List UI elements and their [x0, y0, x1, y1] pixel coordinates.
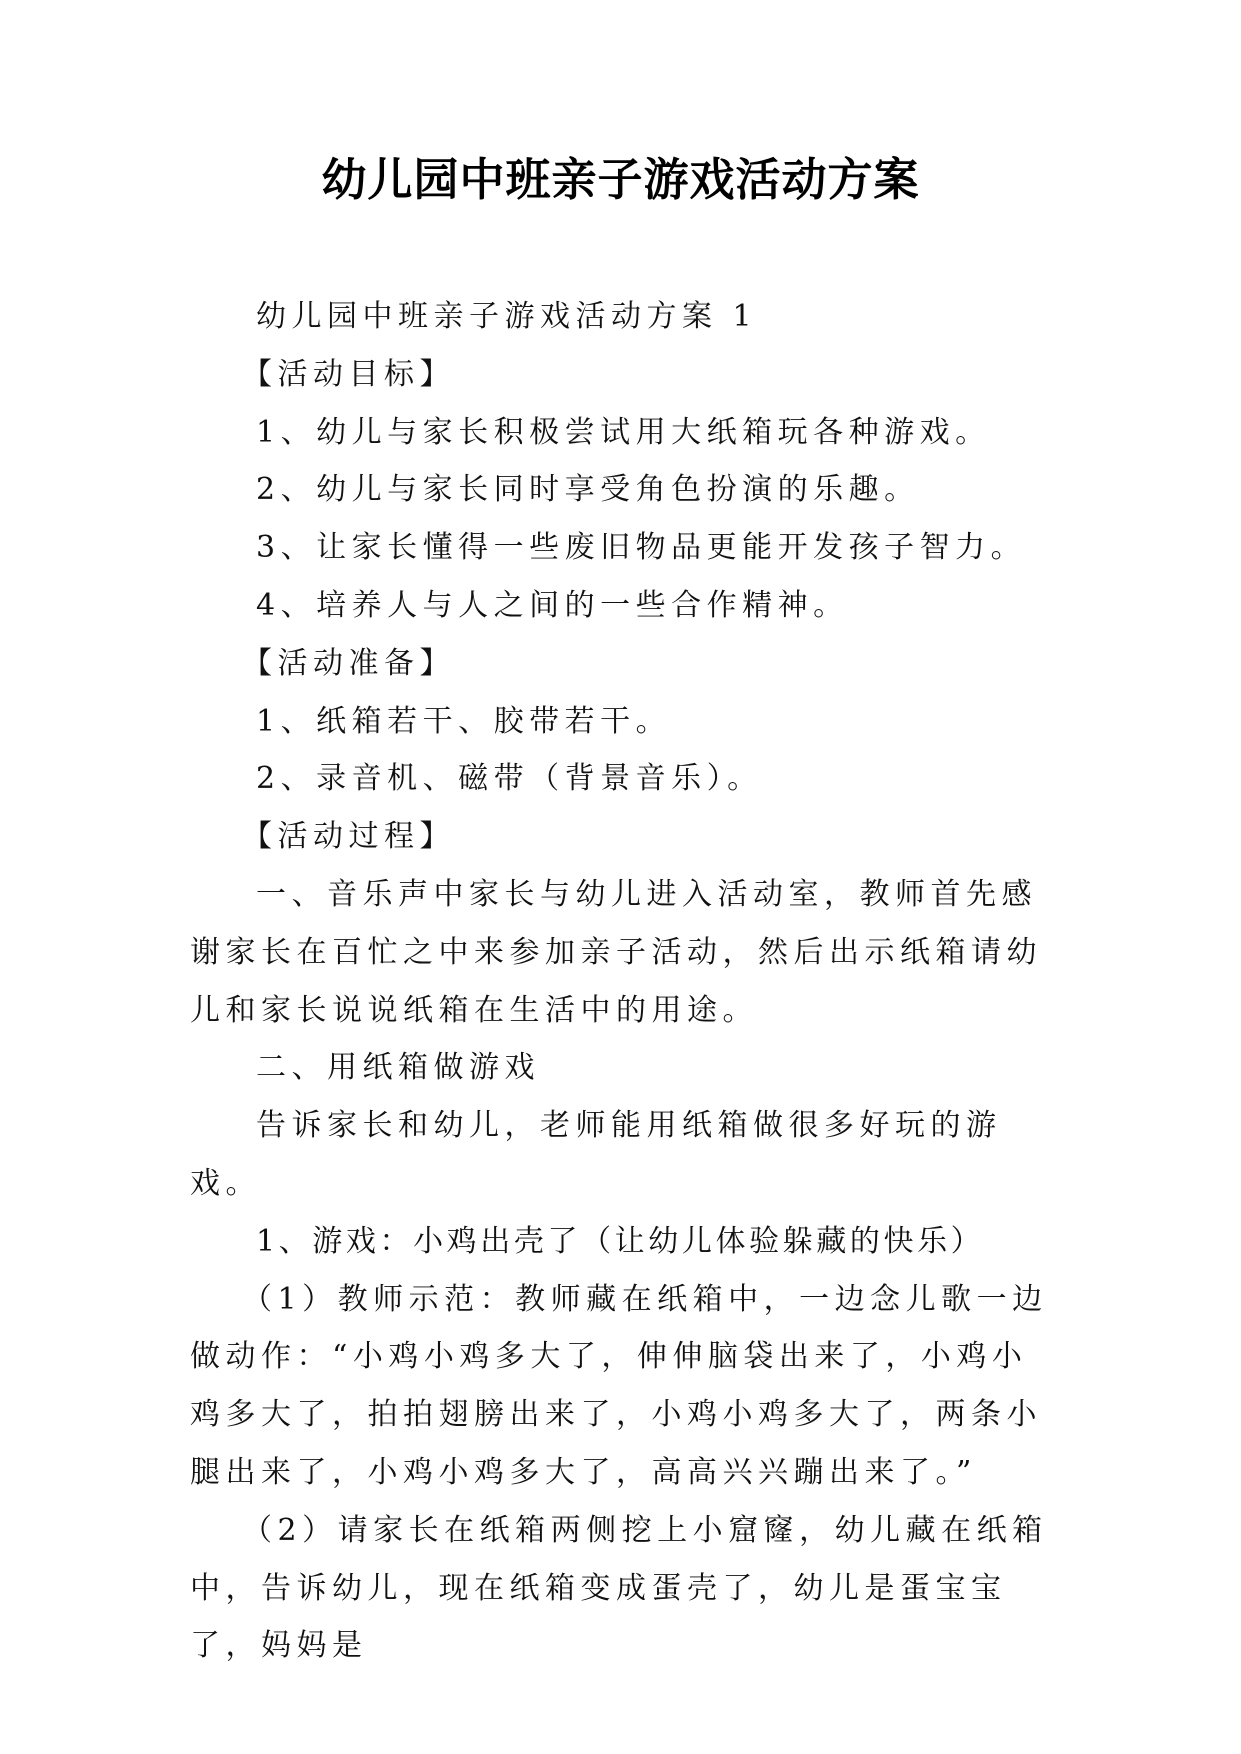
subsection-heading-preparation: 【活动准备】 [242, 645, 455, 681]
preparation-item: 2、录音机、磁带（背景音乐）。 [256, 761, 763, 797]
subsection-heading-goals: 【活动目标】 [242, 356, 455, 392]
section-heading: 幼儿园中班亲子游戏活动方案 1 [256, 299, 758, 334]
preparation-item: 1、纸箱若干、胶带若干。 [256, 703, 672, 739]
document-body [190, 288, 1052, 1675]
process-paragraph: （1）教师示范：教师藏在纸箱中，一边念儿歌一边做动作：“小鸡小鸡多大了，伸伸脑袋出来了，小鸡小鸡多大了，拍拍翅膀出来了，小鸡小鸡多大了，两条小腿出来了，小鸡小鸡多大了，高高兴兴蹦出来了。” [190, 1281, 1048, 1490]
goal-item: 4、培养人与人之间的一些合作精神。 [256, 587, 849, 623]
document-title: 幼儿园中班亲子游戏活动方案 [321, 153, 920, 206]
process-paragraph: 一、音乐声中家长与幼儿进入活动室，教师首先感谢家长在百忙之中来参加亲子活动，然后出示纸箱请幼儿和家长说说纸箱在生活中的用途。 [190, 876, 1042, 1028]
goal-item: 2、幼儿与家长同时享受角色扮演的乐趣。 [256, 472, 920, 508]
process-paragraph: 二、用纸箱做游戏 [256, 1050, 540, 1086]
goal-item: 1、幼儿与家长积极尝试用大纸箱玩各种游戏。 [256, 414, 991, 450]
process-paragraph: （2）请家长在纸箱两侧挖上小窟窿，幼儿藏在纸箱中，告诉幼儿，现在纸箱变成蛋壳了，幼儿是蛋宝宝了，妈妈是 [190, 1512, 1048, 1664]
process-paragraph: 1、游戏：小鸡出壳了（让幼儿体验躲藏的快乐） [256, 1223, 985, 1259]
process-paragraph: 告诉家长和幼儿，老师能用纸箱做很多好玩的游戏。 [190, 1108, 1002, 1201]
goal-item: 3、让家长懂得一些废旧物品更能开发孩子智力。 [256, 530, 1027, 566]
subsection-heading-process: 【活动过程】 [242, 819, 455, 855]
